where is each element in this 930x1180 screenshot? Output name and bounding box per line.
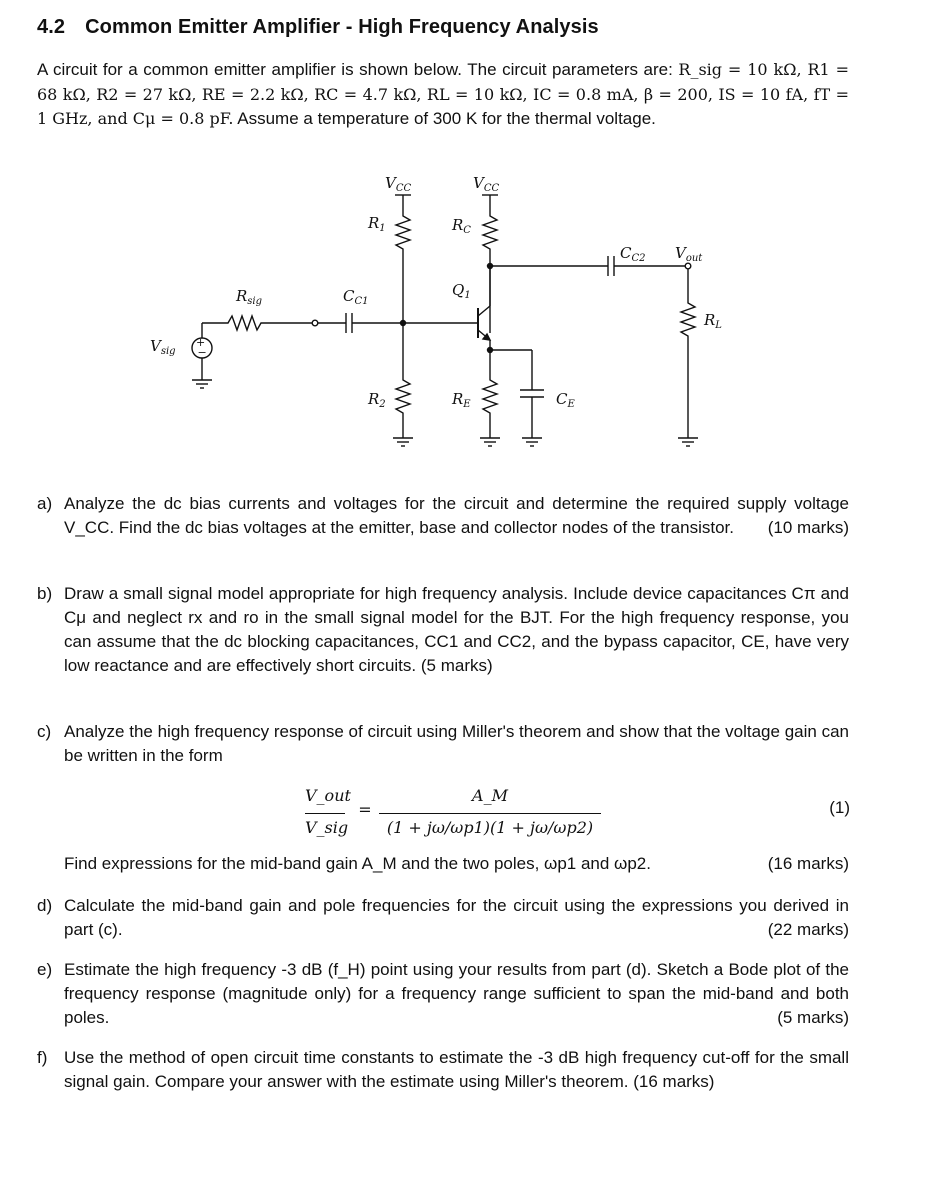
section-number: 4.2 (37, 16, 66, 38)
label-r2: $R_2$ (368, 390, 386, 410)
question-part-f (37, 1046, 849, 1094)
question-part-c-cont (37, 852, 849, 876)
part-f-text: Use the method of open circuit time constants to estimate the -3 dB high frequency cut-off for the small signal gain. Compare your answer with the estimate using Miller's theorem. (64, 1048, 849, 1091)
eq-lhs-numerator: V_out (305, 786, 351, 805)
part-a-marks: (10 marks) (767, 518, 849, 537)
part-a-text: Analyze the dc bias currents and voltages for the circuit and determine the required supply voltage V_CC. Find the dc bias voltages at the emitter, base and collector nodes of the transistor. (64, 494, 849, 537)
part-f-marks: (16 marks) (633, 1072, 715, 1091)
label-q1: $Q_1$ (452, 281, 471, 301)
eq-lhs-denominator: V_sig (305, 818, 349, 837)
question-part-c (37, 720, 849, 768)
input-terminal (312, 320, 318, 326)
ground-rl (678, 438, 698, 446)
question-part-e (37, 958, 849, 1030)
eq-rhs-bar (379, 813, 601, 814)
part-e-text: Estimate the high frequency -3 dB (f_H) point using your results from part (d). Sketch a Bode plot of the frequency response (magnitude only) for a frequency range sufficient to span the mid-band and both poles. (64, 960, 849, 1027)
label-rsig: $R_{sig}$ (236, 287, 263, 307)
resistor-re (483, 350, 497, 438)
vout-terminal (685, 263, 691, 269)
question-part-d (37, 894, 849, 942)
eq-rhs-denominator: (1 + jω/ωp1)(1 + jω/ωp2) (386, 818, 594, 837)
intro-params: R_sig = 10 kΩ, R1 = 68 kΩ, R2 = 27 kΩ, RE = 2.2 kΩ, RC = 4.7 kΩ, RL = 10 kΩ, IC = 0.8 mA, β = 200, IS = 10 fA, fT = 1 GHz, and Cμ = 0.8 pF. (37, 60, 849, 128)
label-cc1: $C_{C1}$ (343, 287, 369, 307)
part-d-text: Calculate the mid-band gain and pole frequencies for the circuit using the expressions you derived in part (c). (64, 896, 849, 939)
label-vsig: $V_{sig}$ (150, 337, 176, 357)
ground-re (480, 438, 500, 446)
capacitor-cc1 (318, 313, 478, 333)
part-e-label: e) (37, 960, 53, 979)
label-vcc-1: $V_{CC}$ (385, 174, 412, 194)
ground-r2 (393, 438, 413, 446)
part-a-label: a) (37, 494, 53, 513)
part-c-text-2: Find expressions for the mid-band gain A_M and the two poles, ωp1 and ωp2. (64, 854, 651, 873)
capacitor-ce (520, 390, 544, 438)
part-b-label: b) (37, 584, 53, 603)
equation-1 (305, 786, 850, 846)
part-d-label: d) (37, 896, 53, 915)
vcc-symbol-2 (482, 195, 498, 208)
ground-vsig (192, 380, 212, 388)
part-c-label: c) (37, 722, 52, 741)
eq-equals: = (358, 800, 372, 819)
question-part-a (37, 492, 849, 540)
eq-number: (1) (829, 798, 850, 817)
part-c-text: Analyze the high frequency response of circuit using Miller's theorem and show that the voltage gain can be written in the form (64, 722, 849, 765)
transistor-q1 (478, 266, 490, 350)
ground-ce (522, 438, 542, 446)
intro-paragraph (37, 58, 849, 132)
label-r1: $R_1$ (368, 214, 386, 234)
part-b-text: Draw a small signal model appropriate for high frequency analysis. Include device capacitances Cπ and Cμ and neglect rx and ro in the small signal model for the BJT. For the high frequency response, you can assume that the dc blocking capacitances, CC1 and CC2, and the bypass capacitor, CE, have very low reactance and are effectively short circuits. (64, 584, 849, 675)
label-ce: $C_E$ (556, 390, 575, 410)
svg-text:−: − (197, 346, 207, 359)
part-b-marks: (5 marks) (420, 656, 493, 675)
part-c-marks: (16 marks) (767, 854, 849, 873)
question-part-b (37, 582, 849, 678)
resistor-rsig (222, 316, 312, 330)
label-vout: $V_{out}$ (675, 244, 703, 264)
label-vcc-2: $V_{CC}$ (473, 174, 500, 194)
eq-lhs-bar (305, 813, 345, 814)
resistor-r1 (396, 208, 410, 323)
vcc-symbol-1 (395, 195, 411, 208)
svg-text:+: + (196, 336, 206, 349)
label-cc2: $C_{C2}$ (620, 244, 646, 264)
resistor-rl (681, 269, 695, 438)
part-e-marks: (5 marks) (777, 1008, 849, 1027)
section-heading (37, 16, 599, 39)
eq-rhs-numerator: A_M (472, 786, 508, 805)
section-title: Common Emitter Amplifier - High Frequency Analysis (85, 16, 599, 38)
circuit-diagram (140, 168, 760, 458)
label-rc: $R_C$ (452, 216, 471, 236)
intro-text-1: A circuit for a common emitter amplifier is shown below. The circuit parameters are: (37, 60, 679, 79)
part-d-marks: (22 marks) (767, 920, 849, 939)
resistor-r2 (396, 323, 410, 438)
intro-text-2: Assume a temperature of 300 K for the thermal voltage. (237, 109, 656, 128)
part-f-label: f) (37, 1048, 48, 1067)
label-rl: $R_L$ (704, 311, 722, 331)
label-re: $R_E$ (452, 390, 471, 410)
